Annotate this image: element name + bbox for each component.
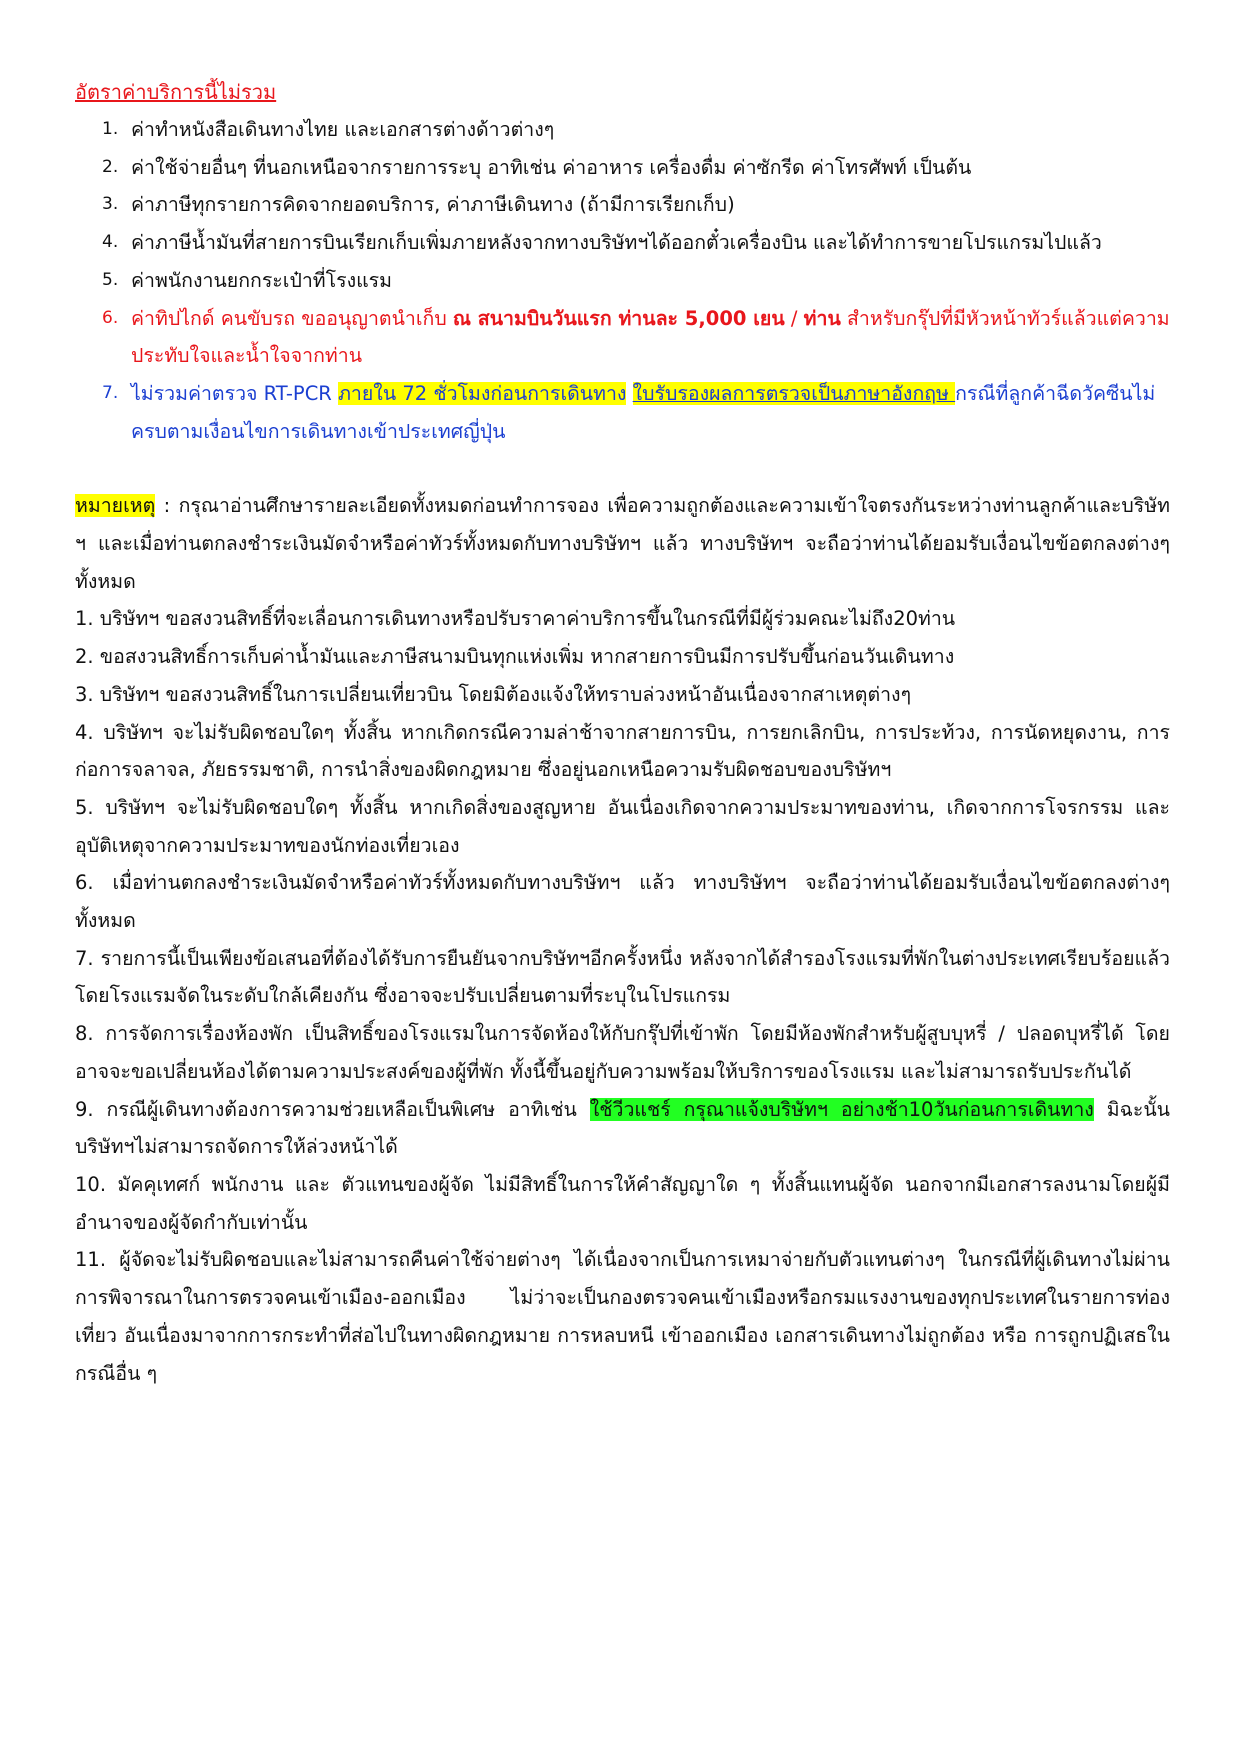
- item-number: 4.: [102, 232, 119, 253]
- tip-per-person: ท่าน: [803, 306, 841, 330]
- remark-item: 7. รายการนี้เป็นเพียงข้อเสนอที่ต้องได้รับการยืนยันจากบริษัทฯอีกครั้งหนึ่ง หลังจากได้สำรองโรงแรมที่พักในต่างประเทศเรียบร้อยแล้ว โดยโรงแรมจัดในระดับใกล้เคียงกัน ซึ่งอาจจะปรับเปลี่ยนตามที่ระบุในโปรแกรม: [75, 946, 1170, 1008]
- wheelchair-highlight: ใช้วีวแชร์ กรุณาแจ้งบริษัทฯ อย่างช้า10วันก่อนการเดินทาง: [589, 1097, 1094, 1121]
- remark-item: 5. บริษัทฯ จะไม่รับผิดชอบใดๆ ทั้งสิ้น หากเกิดสิ่งของสูญหาย อันเนื่องเกิดจากความประมาทของท่าน, เกิดจากการโจรกรรม และอุบัติเหตุจากความประมาทของนักท่องเที่ยวเอง: [75, 795, 1170, 857]
- list-item: [102, 111, 1170, 149]
- rtpcr-text-1: ไม่รวมค่าตรวจ RT-PCR: [131, 381, 339, 405]
- item-text: ค่าภาษีน้ำมันที่สายการบินเรียกเก็บเพิ่มภายหลังจากทางบริษัทฯได้ออกตั๋วเครื่องบิน และได้ทำการขายโปรแกรมไปแล้ว: [131, 231, 1102, 255]
- rtpcr-space: [626, 382, 632, 405]
- remark-item: 11. ผู้จัดจะไม่รับผิดชอบและไม่สามารถคืนค่าใช้จ่ายต่างๆ ได้เนื่องจากเป็นการเหมาจ่ายกับตัวแทนต่างๆ ในกรณีที่ผู้เดินทางไม่ผ่านการพิจารณาในการตรวจคนเข้าเมือง-ออกเมือง ไม่ว่าจะเป็นกองตรวจคนเข้าเมืองหรือกรมแรงงานของทุกประเทศในรายการท่องเที่ยว อันเนื่องมาจากการกระทำที่ส่อไปในทางผิดกฎหมาย การหลบหนี เข้าออกเมือง เอกสารเดินทางไม่ถูกต้อง หรือ การถูกปฏิเสธในกรณีอื่น ๆ: [75, 1248, 1170, 1385]
- item-text: ค่าพนักงานยกกระเป๋าที่โรงแรม: [131, 268, 392, 292]
- rtpcr-text-2: กรณีที่ลูกค้าฉีดวัคซีนไม่ครบตามเงื่อนไขการเดินทางเข้าประเทศญี่ปุ่น: [131, 381, 1156, 443]
- remarks-section: [75, 487, 1170, 1392]
- tip-text-1: ค่าทิปไกด์ คนขับรถ ขออนุญาตนำเก็บ: [131, 306, 453, 330]
- remark-item: 1. บริษัทฯ ขอสงวนสิทธิ์ที่จะเลื่อนการเดินทางหรือปรับราคาค่าบริการขึ้นในกรณีที่มีผู้ร่วมคณะไม่ถึง20ท่าน: [75, 607, 956, 631]
- list-item: [102, 262, 1170, 300]
- remark-item: 3. บริษัทฯ ขอสงวนสิทธิ์ในการเปลี่ยนเที่ยวบิน โดยมิต้องแจ้งให้ทราบล่วงหน้าอันเนื่องจากสาเหตุต่างๆ: [75, 682, 912, 706]
- item-text: ค่าทำหนังสือเดินทางไทย และเอกสารต่างด้าวต่างๆ: [131, 118, 555, 141]
- item-number: 7.: [102, 382, 119, 403]
- tip-text-3: สำหรับกรุ๊ปที่มีหัวหน้าทัวร์แล้วแต่ความประทับใจและน้ำใจจากท่าน: [131, 306, 1170, 368]
- document-page: [75, 74, 1170, 1392]
- remarks-intro-text: : กรุณาอ่านศึกษารายละเอียดทั้งหมดก่อนทำการจอง เพื่อความถูกต้องและความเข้าใจตรงกันระหว่างท่านลูกค้าและบริษัท ฯ และเมื่อท่านตกลงชำระเงินมัดจำหรือค่าทัวร์ทั้งหมดกับทางบริษัทฯ แล้ว ทางบริษัทฯ จะถือว่าท่านได้ยอมรับเงื่อนไขข้อตกลงต่างๆ ทั้งหมด: [75, 494, 1170, 593]
- item-text: ค่าภาษีทุกรายการคิดจากยอดบริการ, ค่าภาษีเดินทาง (ถ้ามีการเรียกเก็บ): [131, 193, 735, 217]
- remark-item: 6. เมื่อท่านตกลงชำระเงินมัดจำหรือค่าทัวร์ทั้งหมดกับทางบริษัทฯ แล้ว ทางบริษัทฯ จะถือว่าท่านได้ยอมรับเงื่อนไขข้อตกลงต่างๆ ทั้งหมด: [75, 871, 1170, 933]
- remarks-intro: [75, 487, 1170, 600]
- remark-item: 8. การจัดการเรื่องห้องพัก เป็นสิทธิ์ของโรงแรมในการจัดห้องให้กับกรุ๊ปที่เข้าพัก โดยมีห้องพักสำหรับผู้สูบบุหรี่ / ปลอดบุหรี่ได้ โดยอาจจะขอเปลี่ยนห้องได้ตามความประสงค์ของผู้ที่พัก ทั้งนี้ขึ้นอยู่กับความพร้อมให้บริการของโรงแรม และไม่สามารถรับประกันได้: [75, 1022, 1170, 1083]
- item-number: 2.: [102, 156, 119, 177]
- list-item: [102, 224, 1170, 262]
- item-number: 5.: [102, 269, 119, 290]
- list-item-rtpcr: [102, 375, 1170, 450]
- wheelchair-text-1: 9. กรณีผู้เดินทางต้องการความช่วยเหลือเป็นพิเศษ อาทิเช่น: [75, 1097, 590, 1121]
- list-item: [102, 186, 1170, 224]
- exclusions-title: อัตราค่าบริการนี้ไม่รวม: [75, 80, 277, 104]
- remarks-label: หมายเหตุ: [75, 494, 156, 518]
- rtpcr-highlight-2: ใบรับรองผลการตรวจเป็นภาษาอังกฤษ: [632, 381, 956, 405]
- remark-item: 10. มัคคุเทศก์ พนักงาน และ ตัวแทนของผู้จัด ไม่มีสิทธิ์ในการให้คำสัญญาใด ๆ ทั้งสิ้นแทนผู้จัด นอกจากมีเอกสารลงนามโดยผู้มีอำนาจของผู้จัดกำกับเท่านั้น: [75, 1172, 1170, 1234]
- tip-amount: ณ สนามบินวันแรก ท่านละ 5,000 เยน: [452, 306, 785, 330]
- item-number: 1.: [102, 119, 119, 139]
- item-number: 3.: [102, 194, 119, 215]
- remark-item-wheelchair: [75, 1091, 1170, 1166]
- list-item-tip: [102, 300, 1170, 375]
- remark-item: 4. บริษัทฯ จะไม่รับผิดชอบใดๆ ทั้งสิ้น หากเกิดกรณีความล่าช้าจากสายการบิน, การยกเลิกบิน, การประท้วง, การนัดหยุดงาน, การก่อการจลาจล, ภัยธรรมชาติ, การนำสิ่งของผิดกฎหมาย ซึ่งอยู่นอกเหนือความรับผิดชอบของบริษัทฯ: [75, 720, 1170, 782]
- list-item: [102, 149, 1170, 187]
- tip-text-2: /: [784, 306, 804, 330]
- item-text: ค่าใช้จ่ายอื่นๆ ที่นอกเหนือจากรายการระบุ อาทิเช่น ค่าอาหาร เครื่องดื่ม ค่าซักรีด ค่าโทรศัพท์ เป็นต้น: [131, 155, 972, 179]
- exclusions-list: [75, 111, 1170, 450]
- wheelchair-text-2: มิฉะนั้นบริษัทฯไม่สามารถจัดการให้ล่วงหน้าได้: [75, 1097, 1171, 1159]
- rtpcr-highlight-1: ภายใน 72 ชั่วโมงก่อนการเดินทาง: [338, 381, 627, 405]
- remark-item: 2. ขอสงวนสิทธิ์การเก็บค่าน้ำมันและภาษีสนามบินทุกแห่งเพิ่ม หากสายการบินมีการปรับขึ้นก่อนวันเดินทาง: [75, 645, 955, 669]
- item-number: 6.: [102, 307, 119, 328]
